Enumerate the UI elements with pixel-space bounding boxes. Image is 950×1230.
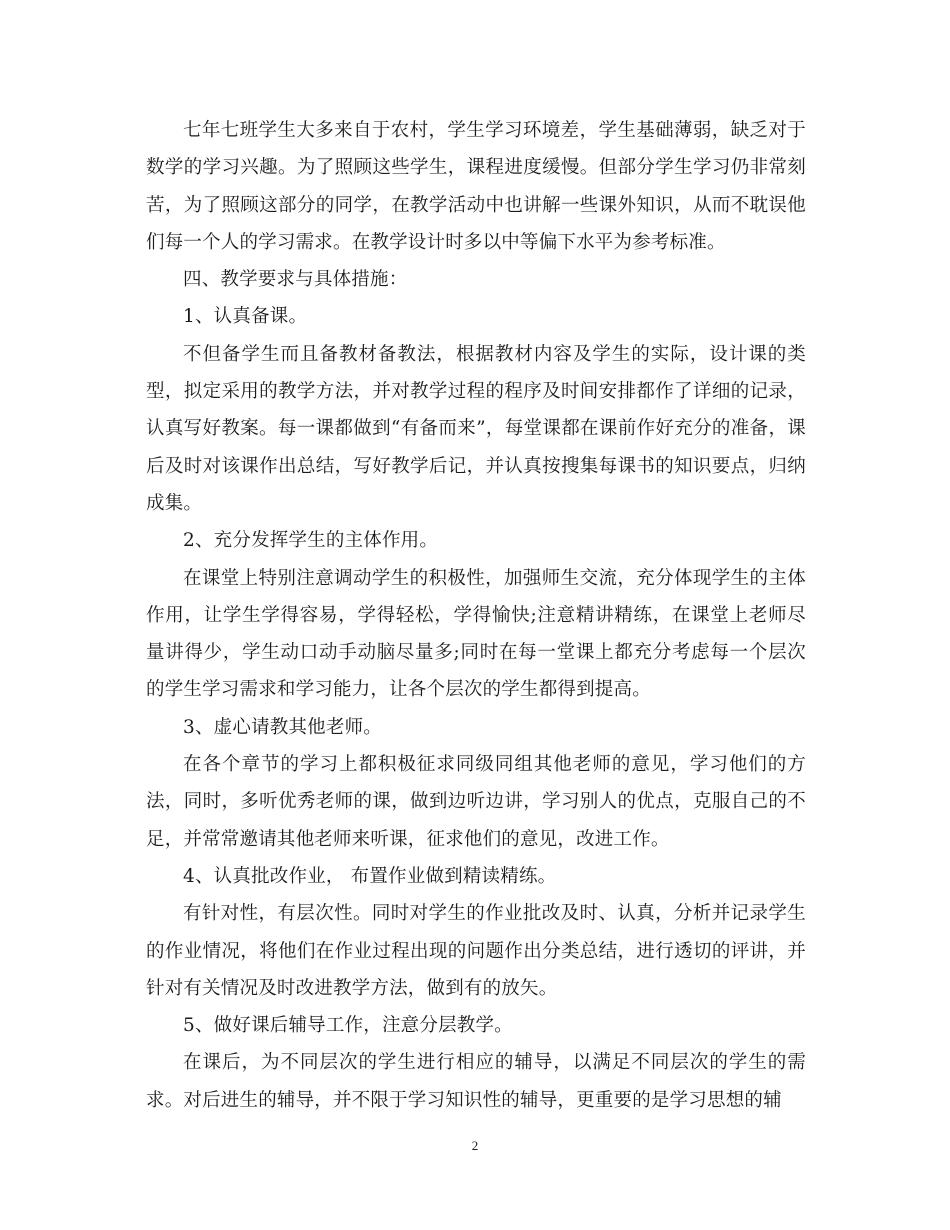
paragraph-tutoring: 在课后，为不同层次的学生进行相应的辅导，以满足不同层次的学生的需求。对后进生的辅导，并不限于学习知识性的辅导，更重要的是学习思想的辅 — [146, 1052, 806, 1111]
item-heading-tutoring: 5、做好课后辅导工作，注意分层教学。 — [183, 1015, 513, 1037]
paragraph-class-situation: 七年七班学生大多来自于农村，学生学习环境差，学生基础薄弱，缺乏对于数学的学习兴趣。为了照顾这些学生，课程进度缓慢。但部分学生学习仍非常刻苦，为了照顾这部分的同学，在教学活动中也讲解一些课外知识，从而不耽误他们每一个人的学习需求。在教学设计时多以中等偏下水平为参考标准。 — [146, 120, 806, 253]
section-heading-requirements: 四、教学要求与具体措施： — [183, 269, 408, 291]
item-heading-homework: 4、认真批改作业， 布置作业做到精读精练。 — [183, 865, 557, 887]
item-heading-consult-teachers: 3、虚心请教其他老师。 — [183, 716, 382, 738]
paragraph-consult-teachers: 在各个章节的学习上都积极征求同级同组其他老师的意见，学习他们的方法，同时，多听优秀老师的课，做到边听边讲，学习别人的优点，克服自己的不足，并常常邀请其他老师来听课，征求他们的意见，改进工作。 — [146, 754, 806, 850]
paragraph-lesson-prep: 不但备学生而且备教材备教法，根据教材内容及学生的实际，设计课的类型，拟定采用的教学方法，并对教学过程的程序及时间安排都作了详细的记录，认真写好教案。每一课都做到“有备而来”，每堂课都在课前作好充分的准备，课后及时对该课作出总结，写好教学后记，并认真按搜集每课书的知识要点，归纳成集。 — [146, 343, 806, 514]
page-number: 2 — [471, 1138, 479, 1153]
item-heading-student-role: 2、充分发挥学生的主体作用。 — [183, 530, 439, 552]
paragraph-homework: 有针对性，有层次性。同时对学生的作业批改及时、认真，分析并记录学生的作业情况，将他们在作业过程出现的问题作出分类总结，进行透切的评讲，并针对有关情况及时改进教学方法，做到有的放矢。 — [146, 903, 806, 999]
paragraph-student-role: 在课堂上特别注意调动学生的积极性，加强师生交流，充分体现学生的主体作用，让学生学得容易，学得轻松，学得愉快;注意精讲精练，在课堂上老师尽量讲得少，学生动口动手动脑尽量多;同时在每一堂课上都充分考虑每一个层次的学生学习需求和学习能力，让各个层次的学生都得到提高。 — [146, 567, 806, 701]
item-heading-lesson-prep: 1、认真备课。 — [183, 306, 308, 328]
document-body — [146, 112, 806, 1119]
